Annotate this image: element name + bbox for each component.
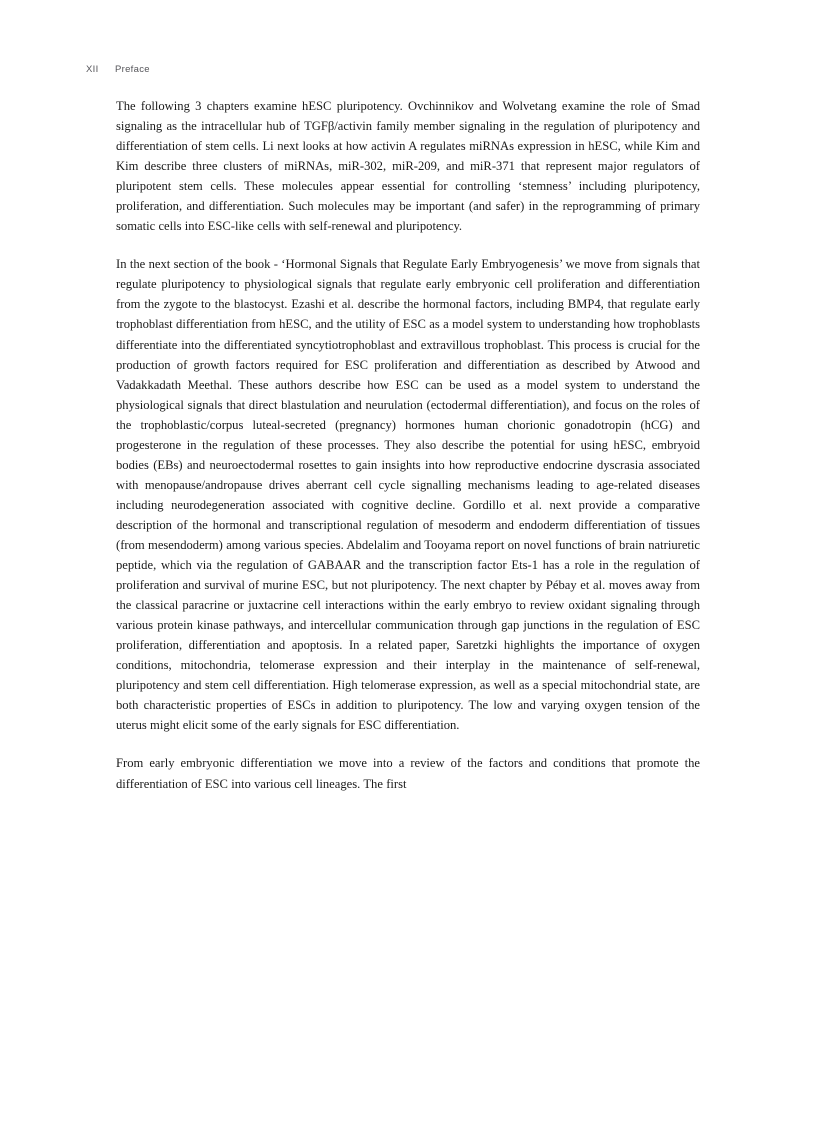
paragraph: In the next section of the book - ‘Hormonal Signals that Regulate Early Embryogenesis’ we move from signals that regulate pluripotency to physiological signals that regulate early embryonic cell proliferation and differentiation from the zygote to the blastocyst. Ezashi et al. describe the hormonal factors, including BMP4, that regulate early trophoblast differentiation from hESC, and the utility of ESC as a model system to understanding how trophoblasts differentiate into the differentiated syncytiotrophoblast and extravillous trophoblast. This process is crucial for the production of growth factors required for ESC proliferation and differentiation as described by Atwood and Vadakkadath Meethal. These authors describe how ESC can be used as a model system to understand the physiological signals that direct blastulation and neurulation (ectodermal differentiation), and focus on the roles of the trophoblastic/corpus luteal-secreted (pregnancy) hormones human chorionic gonadotropin (hCG) and progesterone in the regulation of these processes. They also describe the potential for using hESC, embryoid bodies (EBs) and neuroectodermal rosettes to gain insights into how reproductive endocrine dyscrasia associated with menopause/andropause drives aberrant cell cycle signalling mechanisms leading to age-related diseases including neurodegeneration associated with cognitive decline. Gordillo et al. next provide a comparative description of the hormonal and transcriptional regulation of mesoderm and endoderm differentiation of tissues (from mesendoderm) among various species. Abdelalim and Tooyama report on novel functions of brain natriuretic peptide, which via the regulation of GABAAR and the transcription factor Ets-1 has a role in the regulation of proliferation and survival of murine ESC, but not pluripotency. The next chapter by Pébay et al. moves away from the classical paracrine or juxtacrine cell interactions within the early embryo to review oxidant signaling through various protein kinase pathways, and intercellular communication through gap junctions in the regulation of ESC proliferation, differentiation and apoptosis. In a related paper, Saretzki highlights the importance of oxygen conditions, mitochondria, telomerase expression and their interplay in the maintenance of self-renewal, pluripotency and stem cell differentiation. High telomerase expression, as well as a special mitochondrial state, are both characteristic properties of ESCs in addition to pluripotency. The low and varying oxygen tension of the uterus might elicit some of the early signals for ESC differentiation. <box>116 257 700 733</box>
page-folio-number: XII <box>86 64 99 75</box>
body-text-block <box>116 96 700 794</box>
paragraph: From early embryonic differentiation we move into a review of the factors and conditions that promote the differentiation of ESC into various cell lineages. The first <box>116 756 700 791</box>
running-head-title: Preface <box>115 64 150 75</box>
running-head <box>86 64 706 75</box>
paragraph: The following 3 chapters examine hESC pluripotency. Ovchinnikov and Wolvetang examine the role of Smad signaling as the intracellular hub of TGFβ/activin family member signaling in the regulation of pluripotency and differentiation of stem cells. Li next looks at how activin A regulates miRNAs expression in hESC, while Kim and Kim describe three clusters of miRNAs, miR-302, miR-209, and miR-371 that represent major regulators of pluripotent stem cells. These molecules appear essential for controlling ‘stemness’ including pluripotency, proliferation, and differentiation. Such molecules may be important (and safer) in the reprogramming of primary somatic cells into ESC-like cells with self-renewal and pluripotency. <box>116 99 700 234</box>
